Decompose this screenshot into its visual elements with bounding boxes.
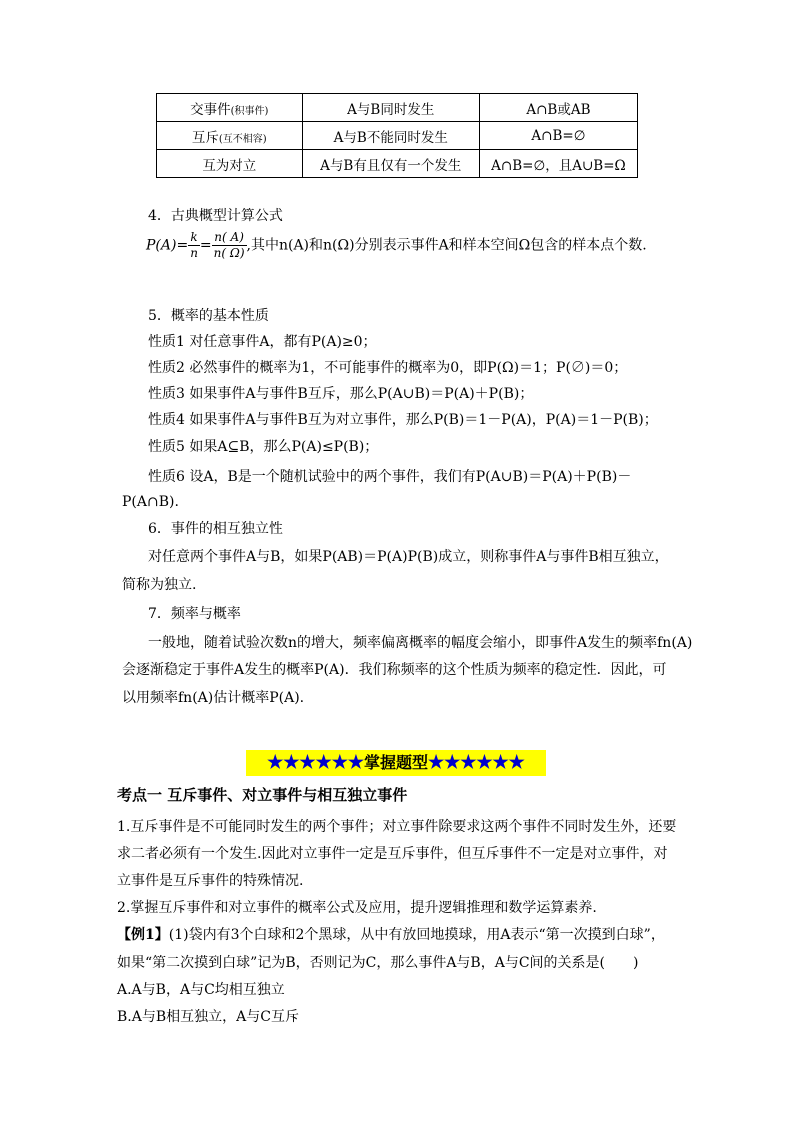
paragraph-line: 立事件是互斥事件的特殊情况. <box>117 873 304 889</box>
paragraph-line: 2.掌握互斥事件和对立事件的概率公式及应用，提升逻辑推理和数学运算素养. <box>117 900 597 916</box>
section-6-line-1: 对任意两个事件A与B，如果P(AB)＝P(A)P(B)成立，则称事件A与事件B相互独立， <box>148 549 669 565</box>
fraction-numerator: k <box>188 230 200 246</box>
star-icon: ★★★★★★ <box>428 752 525 773</box>
table-cell: 交事件(积事件) <box>157 94 303 122</box>
property-5: 性质5 如果A⊆B，那么P(A)≤P(B)； <box>148 439 379 455</box>
property-6: 性质6 设A，B是一个随机试验中的两个事件，我们有P(A∪B)＝P(A)＋P(B)－ <box>148 469 632 485</box>
fraction-numerator: n( A) <box>212 230 247 246</box>
property-1: 性质1 对任意事件A，都有P(A)≥0； <box>148 334 377 350</box>
section-6-line-2: 简称为独立. <box>122 577 197 593</box>
option-a: A.A与B，A与C均相互独立 <box>117 982 285 998</box>
section-7-title: 7．频率与概率 <box>148 606 241 622</box>
fraction-k-n <box>188 230 200 261</box>
table-row <box>157 122 638 150</box>
master-question-types-banner <box>246 750 546 776</box>
formula-lhs: P(A)= <box>146 237 189 254</box>
table-cell: 互斥(互不相容) <box>157 122 303 150</box>
section-4-title: 4．古典概型计算公式 <box>148 208 283 224</box>
example-1-line-2: 如果“第二次摸到白球”记为B，否则记为C，那么事件A与B，A与C间的关系是( ) <box>117 955 639 971</box>
example-text: (1)袋内有3个白球和2个黑球，从中有放回地摸球，用A表示“第一次摸到白球”， <box>168 927 665 943</box>
paragraph-line: 1.互斥事件是不可能同时发生的两个事件；对立事件除要求这两个事件不同时发生外，还要 <box>117 819 677 835</box>
formula-rest: ,其中n(A)和n(Ω)分别表示事件A和样本空间Ω包含的样本点个数. <box>246 237 647 254</box>
table-cell: A∩B=∅，且A∪B=Ω <box>479 150 637 178</box>
option-b: B.A与B相互独立，A与C互斥 <box>117 1009 299 1025</box>
section-7-line-3: 以用频率fn(A)估计概率P(A). <box>122 690 305 706</box>
property-4: 性质4 如果事件A与事件B互为对立事件，那么P(B)＝1－P(A)，P(A)＝1－P(B)； <box>148 412 658 428</box>
paragraph-line: 求二者必须有一个发生.因此对立事件一定是互斥事件，但互斥事件不一定是对立事件，对 <box>117 846 668 862</box>
property-6-cont: P(A∩B). <box>122 494 179 510</box>
property-3: 性质3 如果事件A与事件B互斥，那么P(A∪B)＝P(A)＋P(B)； <box>148 386 534 402</box>
star-icon: ★★★★★★ <box>267 752 364 773</box>
section-7-line-1: 一般地，随着试验次数n的增大，频率偏离概率的幅度会缩小，即事件A发生的频率fn(A) <box>148 635 693 651</box>
event-relation-table <box>156 93 638 178</box>
table-cell: A与B有且仅有一个发生 <box>302 150 479 178</box>
formula-line <box>146 230 647 261</box>
property-2: 性质2 必然事件的概率为1，不可能事件的概率为0，即P(Ω)＝1；P(∅)＝0； <box>148 360 628 376</box>
table-row <box>157 150 638 178</box>
table-row <box>157 94 638 122</box>
table-cell: 互为对立 <box>157 150 303 178</box>
formula-equals: = <box>199 237 212 254</box>
section-5-title: 5．概率的基本性质 <box>148 308 269 324</box>
table-cell: A与B不能同时发生 <box>302 122 479 150</box>
table-cell: A∩B或AB <box>479 94 637 122</box>
fraction-nA-nOmega <box>212 230 247 261</box>
section-7-line-2: 会逐渐稳定于事件A发生的概率P(A)．我们称频率的这个性质为频率的稳定性．因此，可 <box>122 662 667 678</box>
example-1-line-1 <box>117 924 665 944</box>
fraction-denominator: n( Ω) <box>213 246 245 260</box>
banner-text: 掌握题型 <box>363 753 428 772</box>
fraction-denominator: n <box>190 246 198 260</box>
table-cell: A与B同时发生 <box>302 94 479 122</box>
example-tag: 【例1】 <box>117 927 169 943</box>
table-cell: A∩B=∅ <box>479 122 637 150</box>
topic-heading: 考点一 互斥事件、对立事件与相互独立事件 <box>117 786 408 804</box>
section-6-title: 6．事件的相互独立性 <box>148 521 283 537</box>
